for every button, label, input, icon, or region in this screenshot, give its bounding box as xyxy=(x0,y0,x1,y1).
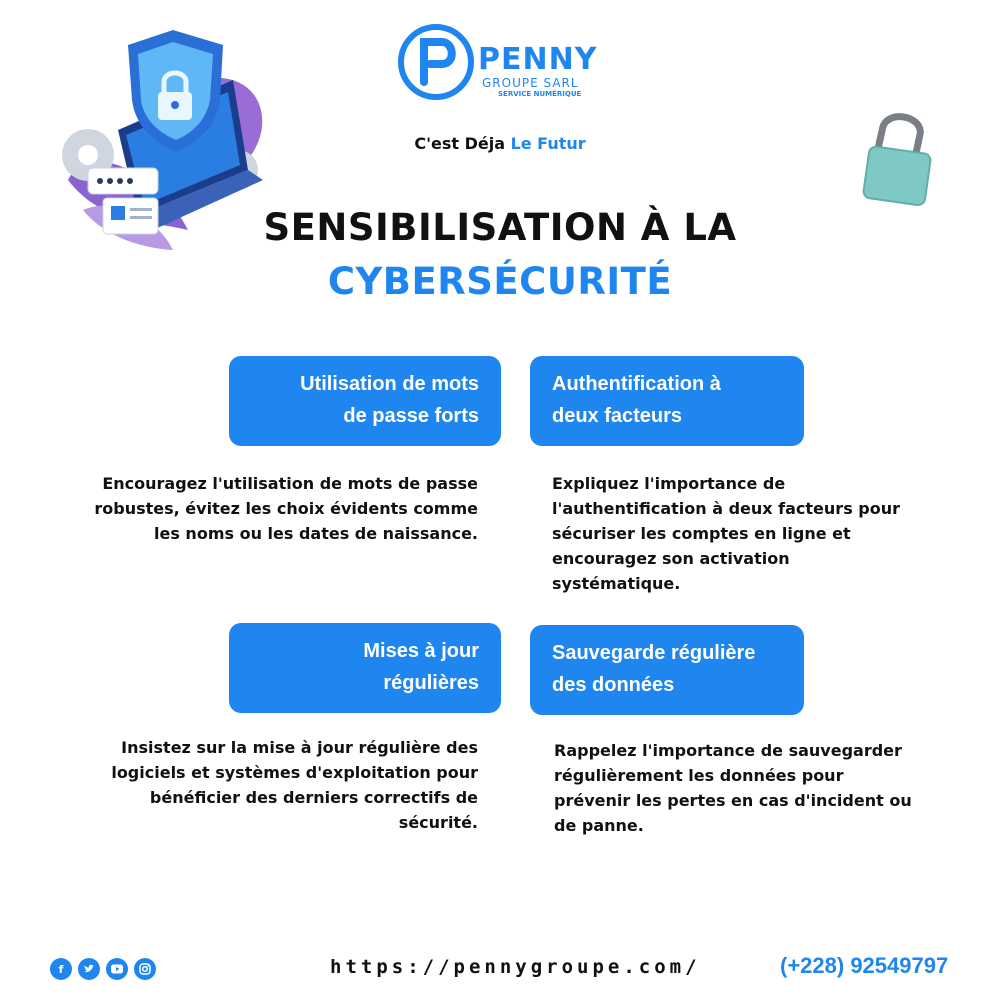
padlock-icon xyxy=(858,108,938,208)
description-line: sécurité. xyxy=(398,813,478,832)
card-heading-line1: Utilisation de mots xyxy=(300,373,479,395)
card-strong-passwords xyxy=(229,356,501,446)
description-line: prévenir les pertes en cas d'incident ou xyxy=(554,791,912,810)
page-title-line1: SENSIBILISATION À LA xyxy=(263,206,737,249)
card-heading-line2: régulières xyxy=(383,672,479,694)
tagline-part1: C'est Déja xyxy=(414,134,511,153)
card-heading-line2: des données xyxy=(552,674,675,696)
instagram-icon[interactable] xyxy=(134,958,156,980)
card-heading-line1: Authentification à xyxy=(552,373,721,395)
card-description-strong-passwords xyxy=(40,471,478,546)
tagline xyxy=(0,134,1000,153)
description-line: sécuriser les comptes en ligne et xyxy=(552,524,851,543)
card-description-data-backup xyxy=(554,738,974,838)
youtube-icon[interactable] xyxy=(106,958,128,980)
social-links xyxy=(50,958,156,980)
description-line: encouragez son activation xyxy=(552,549,790,568)
description-line: régulièrement les données pour xyxy=(554,766,844,785)
card-data-backup xyxy=(530,625,804,715)
card-heading-line2: de passe forts xyxy=(343,405,479,427)
description-line: robustes, évitez les choix évidents comme xyxy=(94,499,478,518)
description-line: Encouragez l'utilisation de mots de passe xyxy=(102,474,478,493)
description-line: Insistez sur la mise à jour régulière des xyxy=(121,738,478,757)
description-line: systématique. xyxy=(552,574,681,593)
card-heading-line2: deux facteurs xyxy=(552,405,683,427)
description-line: bénéficier des derniers correctifs de xyxy=(149,788,478,807)
website-link[interactable]: https://pennygroupe.com/ xyxy=(330,956,701,978)
card-two-factor xyxy=(530,356,804,446)
page-title-line2: CYBERSÉCURITÉ xyxy=(327,260,673,303)
brand-service-tag: SERVICE NUMÉRIQUE xyxy=(498,90,582,98)
description-line: logiciels et systèmes d'exploitation pour xyxy=(111,763,478,782)
penny-logo-icon xyxy=(398,24,474,100)
card-heading-line1: Sauvegarde régulière xyxy=(552,642,756,664)
card-description-two-factor xyxy=(552,471,972,596)
brand-logo xyxy=(398,24,598,104)
facebook-icon[interactable]: f xyxy=(50,958,72,980)
description-line: l'authentification à deux facteurs pour xyxy=(552,499,901,518)
description-line: Rappelez l'importance de sauvegarder xyxy=(554,741,902,760)
tagline-part2: Le Futur xyxy=(510,134,586,153)
card-description-regular-updates xyxy=(40,735,478,835)
card-heading-line1: Mises à jour xyxy=(363,640,479,662)
description-line: les noms ou les dates de naissance. xyxy=(154,524,478,543)
description-line: Expliquez l'importance de xyxy=(552,474,786,493)
card-regular-updates xyxy=(229,623,501,713)
phone-number[interactable]: (+228) 92549797 xyxy=(780,953,949,978)
twitter-icon[interactable] xyxy=(78,958,100,980)
brand-subtitle: GROUPE SARL xyxy=(482,76,579,90)
description-line: de panne. xyxy=(554,816,644,835)
brand-name: PENNY xyxy=(478,42,598,77)
